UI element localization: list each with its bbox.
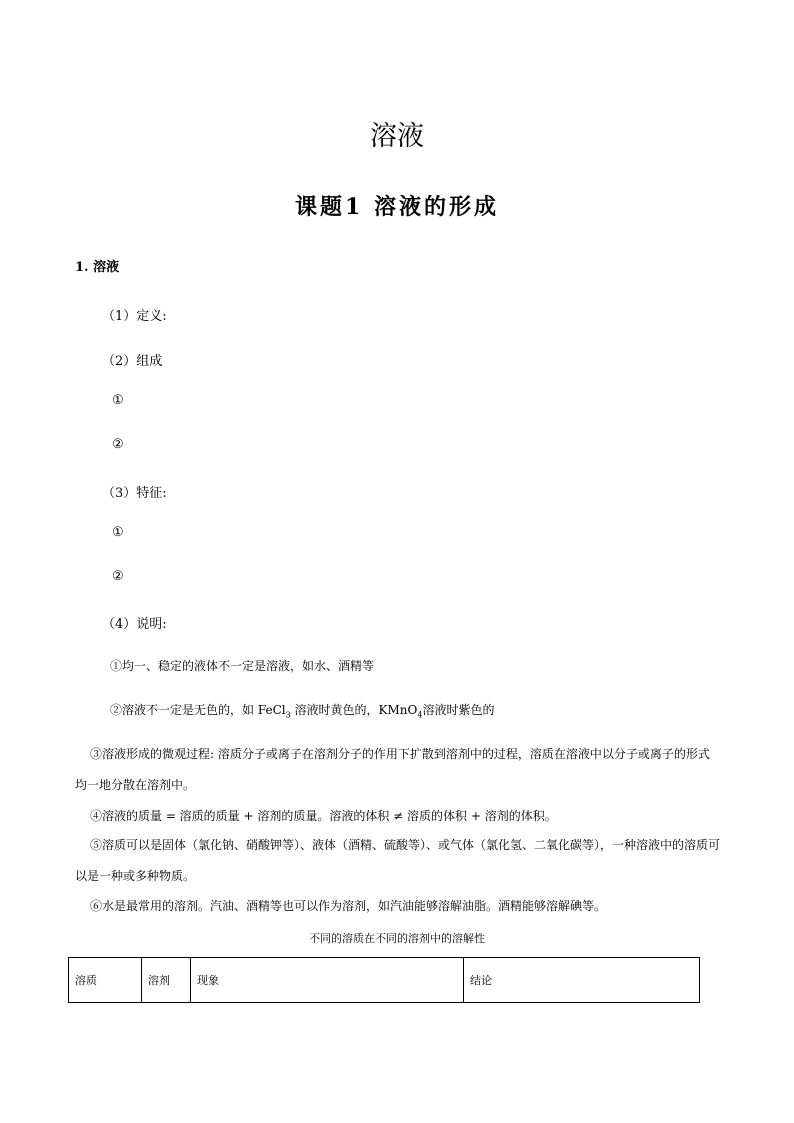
- header-solvent: 溶剂: [142, 958, 191, 1003]
- note-6: ⑥水是最常用的溶剂。汽油、酒精等也可以作为溶剂，如汽油能够溶解油脂。酒精能够溶解碘等。: [90, 899, 607, 913]
- header-conclusion: 结论: [464, 958, 700, 1003]
- note-2: [110, 701, 494, 719]
- table-header-row: [69, 958, 700, 1003]
- note-2-text-a: ②溶液不一定是无色的，如 FeCl: [110, 703, 286, 717]
- page-title: 溶液: [370, 121, 424, 152]
- composition-point-1: ①: [112, 393, 124, 408]
- note-2-subscript-a: 3: [285, 710, 291, 720]
- section-heading: 1. 溶液: [75, 260, 120, 275]
- item-notes: （4）说明:: [102, 617, 167, 632]
- note-5: ⑤溶质可以是固体（氯化钠、硝酸钾等）、液体（酒精、硫酸等）、或气体（氯化氢、二氧化碳等），一种溶液中的溶质可以是一种或多种物质。: [75, 838, 721, 883]
- note-2-subscript-b: 4: [417, 710, 423, 720]
- header-solute: 溶质: [69, 958, 142, 1003]
- feature-point-2: ②: [112, 569, 124, 584]
- solubility-table: [68, 957, 700, 1003]
- item-features: （3）特征:: [102, 486, 167, 501]
- note-2-text-c: 溶液时紫色的: [422, 703, 495, 717]
- note-1: ①均一、稳定的液体不一定是溶液，如水、酒精等: [110, 659, 375, 673]
- note-3: ③溶液形成的微观过程: 溶质分子或离子在溶剂分子的作用下扩散到溶剂中的过程，溶质在溶液中以分子或离子的形式均一地分散在溶剂中。: [75, 747, 710, 792]
- header-phenomenon: 现象: [191, 958, 464, 1003]
- composition-point-2: ②: [112, 437, 124, 452]
- lesson-title: 课题1 溶液的形成: [295, 194, 499, 220]
- table-caption: 不同的溶质在不同的溶剂中的溶解性: [309, 932, 485, 945]
- item-definition: （1）定义:: [102, 309, 167, 324]
- feature-point-1: ①: [112, 525, 124, 540]
- note-4: ④溶液的质量 = 溶质的质量 + 溶剂的质量。溶液的体积 ≠ 溶质的体积 + 溶剂的体积。: [90, 809, 557, 823]
- note-2-text-b: 溶液时黄色的，KMnO: [290, 703, 418, 717]
- item-composition: （2）组成: [102, 354, 163, 369]
